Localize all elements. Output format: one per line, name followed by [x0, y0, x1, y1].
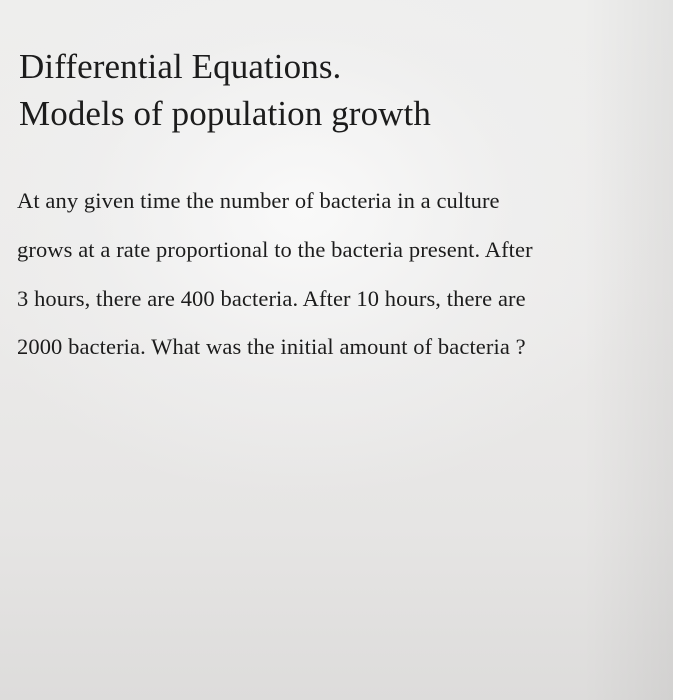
document-subtitle: Models of population growth [19, 94, 431, 133]
problem-text-line: 3 hours, there are 400 bacteria. After 10 hours, there are [17, 286, 526, 311]
document-title: Differential Equations. [19, 47, 342, 86]
problem-text-line: grows at a rate proportional to the bacteria present. After [17, 237, 533, 262]
problem-text-line: At any given time the number of bacteria in a culture [17, 188, 500, 213]
problem-text-line: 2000 bacteria. What was the initial amount of bacteria ? [17, 334, 526, 359]
